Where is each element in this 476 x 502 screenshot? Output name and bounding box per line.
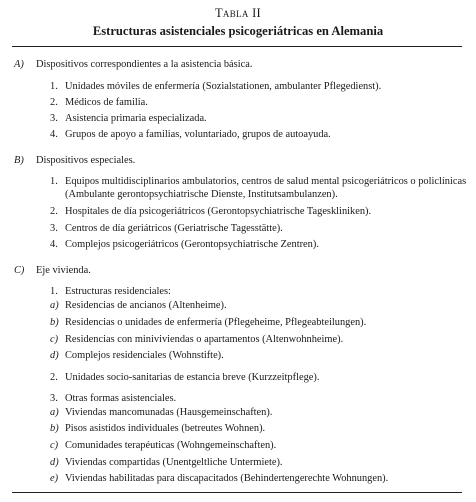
section-b-item-4-number: 4. xyxy=(50,239,58,250)
section-b-item-4-text: Complejos psicogeriátricos (Gerontopsychiatrische Zentren). xyxy=(65,239,319,250)
section-a-item-4-number: 4. xyxy=(50,129,58,140)
section-b-item-3-number: 3. xyxy=(50,223,58,234)
section-c-item-1-sub-d-letter: d) xyxy=(50,350,59,361)
section-c-item-2-number: 2. xyxy=(50,372,58,383)
section-a-letter: A) xyxy=(14,59,24,70)
section-c-item-1-sub-c-text: Residencias con miniviviendas o apartamentos (Altenwohnheime). xyxy=(65,334,344,345)
top-rule xyxy=(12,46,462,47)
table-caption-label: Tabla xyxy=(214,6,249,20)
section-c-item-3-sub-a-letter: a) xyxy=(50,407,59,418)
section-c-item-1-sub-b-letter: b) xyxy=(50,317,59,328)
table-title: Estructuras asistenciales psicogeriátricas en Alemania xyxy=(92,24,384,38)
section-b-item-1-text-line-2: (Ambulante gerontopsychiatrische Dienste, Institutsambulanzen). xyxy=(65,189,338,200)
section-a-item-4-text: Grupos de apoyo a familias, voluntariado, grupos de autoayuda. xyxy=(65,129,331,140)
section-c-item-1-sub-b-text: Residencias o unidades de enfermería (Pflegeheime, Pflegeabteilungen). xyxy=(65,317,367,328)
section-c-item-3-sub-d-text: Viviendas compartidas (Unentgeltliche Untermiete). xyxy=(65,457,283,468)
section-a-heading: Dispositivos correspondientes a la asistencia básica. xyxy=(36,59,253,70)
section-c-item-3-sub-d-letter: d) xyxy=(50,457,59,468)
section-c-item-3-sub-a-text: Viviendas mancomunadas (Hausgemeinschaften). xyxy=(65,407,273,418)
section-b-letter: B) xyxy=(14,155,24,166)
section-c-item-3-sub-e-letter: e) xyxy=(50,473,59,484)
section-c-item-3-sub-c-letter: c) xyxy=(50,440,59,451)
section-b-item-1-text-line-1: Equipos multidisciplinarios ambulatorios, centros de salud mental psicogeriátricos o policlínicas xyxy=(65,176,467,187)
section-c-item-1-sub-c-letter: c) xyxy=(50,334,59,345)
section-b-item-3-text: Centros de día geriátricos (Geriatrische Tagesstätte). xyxy=(65,223,283,234)
section-b-heading: Dispositivos especiales. xyxy=(36,155,136,166)
section-c-item-2-text: Unidades socio-sanitarias de estancia breve (Kurzzeitpflege). xyxy=(65,372,320,383)
section-a-item-2-text: Médicos de familia. xyxy=(65,97,148,108)
section-c-item-3-sub-b-letter: b) xyxy=(50,423,59,434)
section-a-item-3-number: 3. xyxy=(50,113,58,124)
bottom-rule xyxy=(12,492,462,493)
section-c-item-3-sub-b-text: Pisos asistidos individuales (betreutes Wohnen). xyxy=(65,423,266,434)
section-c-item-1-sub-a-text: Residencias de ancianos (Altenheime). xyxy=(65,300,227,311)
section-c-item-1-text: Estructuras residenciales: xyxy=(65,286,171,297)
section-b-item-2-number: 2. xyxy=(50,206,58,217)
section-c-item-3-text: Otras formas asistenciales. xyxy=(65,393,177,404)
section-c-item-1-sub-a-letter: a) xyxy=(50,300,59,311)
section-b-item-2-text: Hospitales de día psicogeriátricos (Gerontopsychiatrische Tageskliniken). xyxy=(65,206,372,217)
section-a-item-3-text: Asistencia primaria especializada. xyxy=(65,113,207,124)
section-c-letter: C) xyxy=(14,265,25,276)
section-c-item-3-sub-c-text: Comunidades terapéuticas (Wohngemeinschaften). xyxy=(65,440,277,451)
section-c-item-3-sub-e-text: Viviendas habilitadas para discapacitados (Behindertengerechte Wohnungen). xyxy=(65,473,389,484)
section-a-item-1-number: 1. xyxy=(50,81,58,92)
section-a-item-2-number: 2. xyxy=(50,97,58,108)
section-c-item-3-number: 3. xyxy=(50,393,58,404)
table-caption-number: II xyxy=(252,6,261,20)
table-caption xyxy=(0,6,476,20)
section-c-item-1-number: 1. xyxy=(50,286,58,297)
section-c-heading: Eje vivienda. xyxy=(36,265,91,276)
section-b-item-1-number: 1. xyxy=(50,176,58,187)
section-a-item-1-text: Unidades móviles de enfermería (Sozialstationen, ambulanter Pflegedienst). xyxy=(65,81,382,92)
section-c-item-1-sub-d-text: Complejos residenciales (Wohnstifte). xyxy=(65,350,224,361)
